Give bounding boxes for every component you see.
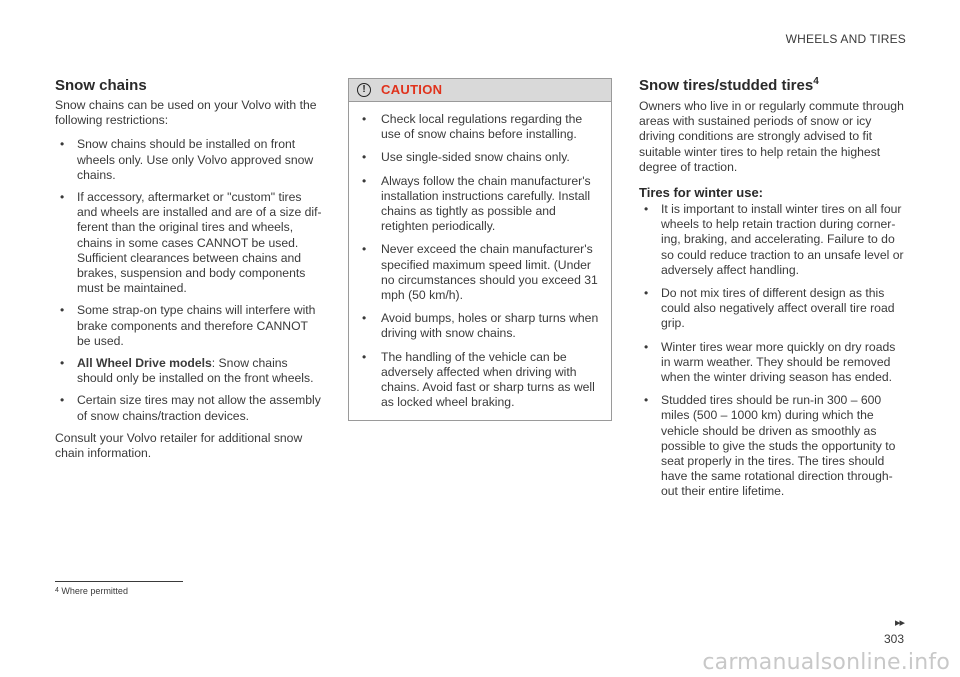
list-item-text: Check local regulations regarding the use of snow chains before installing. bbox=[381, 112, 583, 142]
snow-chains-section bbox=[55, 77, 323, 461]
bullet-icon: • bbox=[60, 137, 65, 152]
bullet-icon: • bbox=[644, 339, 649, 354]
list-item bbox=[55, 393, 323, 423]
list-item-text: If accessory, aftermarket or "custom" tires and wheels are installed and are of a size dif-ferent than the original tires and wheels, chains in some cases CANNOT be used. Sufficient clearances between chains and brakes, suspension and body components must be maintained. bbox=[77, 190, 322, 296]
footnote-divider bbox=[55, 581, 183, 582]
list-item bbox=[639, 340, 907, 386]
list-item-text: Studded tires should be run-in 300 – 600 miles (500 – 1000 km) during which the vehicle should be driven as smoothly as possible to give the studs the opportunity to seat properly in the tires. The tires should have the same rotational direction through-out their entire lifetime. bbox=[661, 393, 896, 499]
list-item-text: Some strap-on type chains will interfere with brake components and therefore CANNOT be used. bbox=[77, 303, 316, 348]
page-number: 303 bbox=[883, 632, 904, 646]
caution-list bbox=[357, 112, 603, 410]
bullet-icon: • bbox=[362, 173, 367, 188]
footnote-text: Where permitted bbox=[61, 586, 128, 596]
bullet-icon: • bbox=[644, 286, 649, 301]
caution-header bbox=[349, 79, 611, 102]
snow-chains-outro: Consult your Volvo retailer for additional snow chain information. bbox=[55, 430, 303, 461]
warning-icon: ! bbox=[357, 83, 371, 97]
list-item-text: Always follow the chain manufacturer's installation instructions carefully. Install chains as tightly as possible and retighten periodically. bbox=[381, 173, 591, 234]
bullet-icon: • bbox=[60, 190, 65, 205]
list-item bbox=[55, 190, 323, 296]
double-chevron-right-icon[interactable]: ▸▸ bbox=[894, 617, 904, 629]
bullet-icon: • bbox=[362, 150, 367, 165]
list-item bbox=[55, 137, 323, 183]
list-item-text: Use single-sided snow chains only. bbox=[381, 150, 570, 165]
list-item-text: Snow chains should be installed on front wheels only. Use only Volvo approved snow chains. bbox=[77, 137, 314, 182]
list-item bbox=[357, 150, 603, 165]
snow-tires-section bbox=[639, 77, 907, 508]
list-item bbox=[55, 356, 323, 386]
bullet-icon: • bbox=[362, 311, 367, 326]
bullet-icon: • bbox=[60, 303, 65, 318]
list-item bbox=[357, 350, 603, 411]
list-item bbox=[357, 311, 603, 341]
bullet-icon: • bbox=[644, 202, 649, 217]
snow-chains-title: Snow chains bbox=[55, 77, 147, 94]
winter-tires-list bbox=[639, 202, 907, 500]
list-item bbox=[357, 112, 603, 142]
bullet-icon: • bbox=[362, 242, 367, 257]
caution-box bbox=[348, 78, 612, 421]
footnote-number: 4 bbox=[55, 587, 59, 594]
list-item bbox=[55, 303, 323, 349]
snow-chains-list bbox=[55, 137, 323, 423]
list-item-text: Certain size tires may not allow the assembly of snow chains/traction devices. bbox=[77, 393, 321, 423]
list-item bbox=[639, 393, 907, 499]
snow-tires-title-text: Snow tires/studded tires bbox=[639, 77, 814, 94]
bullet-icon: • bbox=[644, 393, 649, 408]
bullet-icon: • bbox=[362, 349, 367, 364]
list-item-text: Avoid bumps, holes or sharp turns when driving with snow chains. bbox=[381, 311, 599, 341]
caution-title: CAUTION bbox=[381, 82, 443, 98]
list-item bbox=[357, 242, 603, 303]
list-item bbox=[639, 286, 907, 332]
list-item-bold: All Wheel Drive models bbox=[77, 356, 212, 371]
footnote bbox=[55, 586, 128, 596]
list-item-text: It is important to install winter tires on all four wheels to help retain traction during corner-ing, braking, and accelerating. Failure to do so could reduce traction to an unsafe level or adversely affect handling. bbox=[661, 202, 904, 277]
footnote-ref: 4 bbox=[813, 76, 819, 87]
list-item-text: : Snow chains should only be installed on the front wheels. bbox=[77, 356, 314, 386]
list-item bbox=[639, 202, 907, 278]
list-item-text: Winter tires wear more quickly on dry roads in warm weather. They should be removed when the winter driving season has ended. bbox=[661, 339, 896, 385]
watermark: carmanualsonline.info bbox=[702, 650, 950, 675]
list-item-text: Never exceed the chain manufacturer's specified maximum speed limit. (Under no circumstances should you exceed 31 mph (50 km/h). bbox=[381, 242, 598, 303]
snow-chains-intro: Snow chains can be used on your Volvo with the following restrictions: bbox=[55, 98, 317, 128]
snow-tires-intro: Owners who live in or regularly commute through areas with sustained periods of snow or icy driving conditions are strongly advised to fit suitable winter tires to help retain the highest degree of traction. bbox=[639, 99, 904, 174]
bullet-icon: • bbox=[60, 393, 65, 408]
bullet-icon: • bbox=[362, 112, 367, 126]
snow-tires-title bbox=[639, 77, 907, 95]
list-item bbox=[357, 174, 603, 235]
bullet-icon: • bbox=[60, 356, 65, 371]
list-item-text: Do not mix tires of different design as this could also negatively affect overall tire road grip. bbox=[661, 286, 895, 331]
list-item-text: The handling of the vehicle can be adversely affected when driving with chains. Avoid fast or sharp turns as well as locked wheel braking. bbox=[381, 349, 595, 410]
section-header: WHEELS AND TIRES bbox=[785, 32, 906, 46]
winter-tires-subheading: Tires for winter use: bbox=[639, 185, 764, 201]
